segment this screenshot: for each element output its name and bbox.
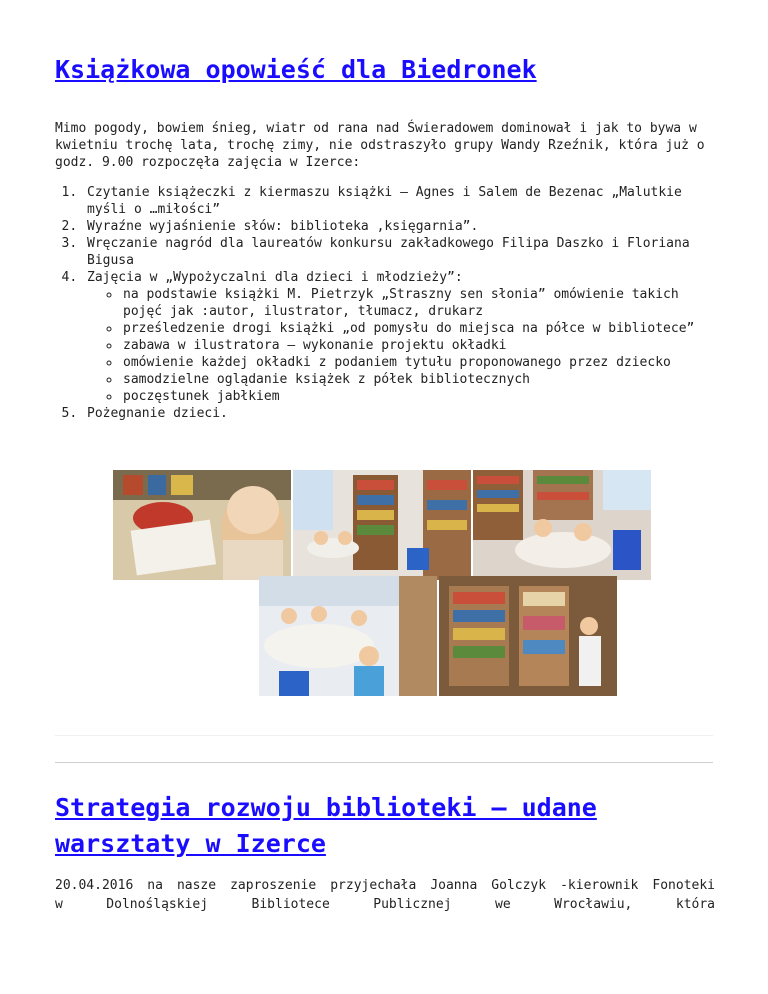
photo-children-drawing[interactable] [113,470,291,580]
list-item [85,269,715,405]
list-item: 2. Wyraźne wyjaśnienie słów: biblioteka ,księgarnia”. [85,218,715,235]
post-intro: Mimo pogody, bowiem śnieg, wiatr od rana nad Świeradowem dominował i jak to bywa w kwietniu trochę lata, trochę zimy, nie odstraszyło grupy Wandy Rzeźnik, która już o godz. 9.00 rozpoczęła zajęcia w Izerce: [55,121,705,170]
steps-list [55,184,715,422]
post-title-link[interactable]: Książkowa opowieść dla Biedronek [55,55,537,84]
photo-children-table[interactable] [473,470,651,580]
sub-list-item: ◦ na podstawie książki M. Pietrzyk „Straszny sen słonia” omówienie takich pojęć jak :autor, ilustrator, tłumacz, drukarz [121,286,715,320]
sub-list-item: ◦ poczęstunek jabłkiem [121,388,715,405]
post-title [55,790,695,862]
post-separator [55,762,713,763]
substeps-list [87,286,715,405]
photo-children-group[interactable] [259,576,437,696]
divider [55,735,713,736]
list-item: 1. Czytanie książeczki z kiermaszu książki – Agnes i Salem de Bezenac „Malutkie myśli o …miłości” [85,184,715,218]
sub-list-item: ◦ omówienie każdej okładki z podaniem tytułu proponowanego przez dziecko [121,354,715,371]
post-title [55,52,537,88]
photo-library-room[interactable] [293,470,471,580]
list-item: 3. Wręczanie nagród dla laureatów konkursu zakładkowego Filipa Daszko i Floriana Bigusa [85,235,715,269]
sub-list-item: ◦ prześledzenie drogi książki „od pomysłu do miejsca na półce w bibliotece” [121,320,715,337]
sub-list-item: ◦ zabawa w ilustratora – wykonanie projektu okładki [121,337,715,354]
list-item: 5. Pożegnanie dzieci. [85,405,715,422]
list-item-label: Zajęcia w „Wypożyczalni dla dzieci i młodzieży”: [87,270,463,285]
post-title-link[interactable]: Strategia rozwoju biblioteki – udane warsztaty w Izerce [55,793,597,858]
post-text: 20.04.2016 na nasze zaproszenie przyjechała Joanna Golczyk -kierownik Fonoteki w Dolnośląskiej Bibliotece Publicznej we Wrocławiu, która [55,878,715,912]
photo-gallery [113,470,563,695]
photo-book-shelves[interactable] [439,576,617,696]
sub-list-item: ◦ samodzielne oglądanie książek z półek bibliotecznych [121,371,715,388]
